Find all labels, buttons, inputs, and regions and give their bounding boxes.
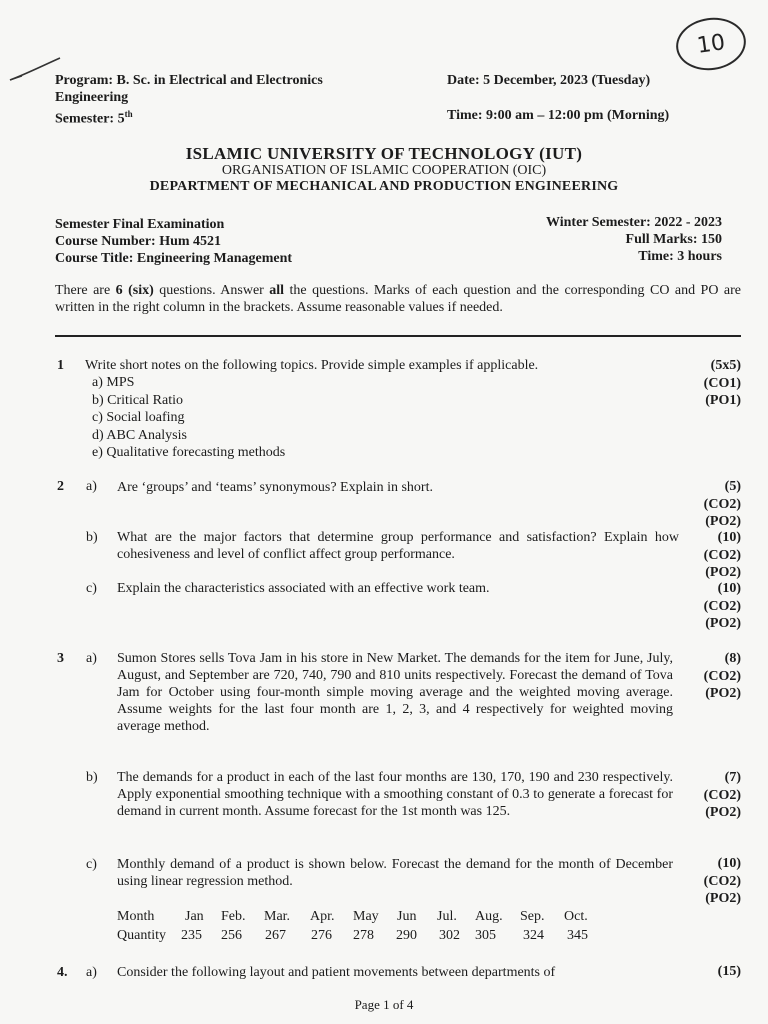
table-cell: Apr. [310,909,335,924]
marks-value: (5) [724,479,741,494]
table-cell: 267 [265,928,286,943]
course-title: Course Title: Engineering Management [55,251,293,266]
divider [55,335,741,337]
q2c-marks [704,580,741,633]
table-cell: 324 [523,928,544,943]
instructions-text-2: questions. Answer [153,283,270,298]
q3a-marks [704,650,741,703]
semester-sup: th [124,109,133,119]
q1-marks [704,357,741,410]
co-value: (CO1) [703,375,741,391]
q2c-label: c) [86,581,97,596]
po-value: (PO2) [705,565,741,580]
handwritten-number: 10 [673,13,750,74]
marks-value: (10) [717,856,741,871]
q1-topic: d) ABC Analysis [92,427,187,443]
table-cell: 290 [396,928,417,943]
q1-topic: e) Qualitative forecasting methods [92,445,286,460]
instructions-text-1: There are [55,283,116,298]
table-cell: Mar. [264,909,291,924]
table-cell: Jan [185,909,204,924]
po-value: (PO1) [705,393,741,408]
table-cell: Oct. [564,909,588,924]
q2a-marks [704,478,741,531]
organisation-name: ORGANISATION OF ISLAMIC COOPERATION (OIC) [221,163,547,178]
program-line: Program: B. Sc. in Electrical and Electronics [55,73,323,88]
q3a-label: a) [86,651,97,666]
q3a-text: Sumon Stores sells Tova Jam in his store in New Market. The demands for the item for June, July, August, and September are 720, 740, 790 and 810 units respectively. Forecast the demand of Tova Jam for October using four-month simple moving average and the weighted moving average. Assume weights for the last four month are 1, 2, 3, and 4 respectively for weighted moving average method. [117,651,673,734]
marks-value: (5x5) [710,358,741,373]
table-cell: Sep. [520,909,545,924]
department-name: DEPARTMENT OF MECHANICAL AND PRODUCTION ENGINEERING [149,179,619,194]
exam-time: Time: 9:00 am – 12:00 pm (Morning) [447,108,670,123]
row-label-quantity: Quantity [117,928,166,943]
co-value: (CO2) [703,496,741,512]
q3b-text: The demands for a product in each of the last four months are 130, 170, 190 and 230 respectively. Apply exponential smoothing technique with a smoothing constant of 0.3 to generate a forecast for demand in current month. Assume forecast for the 1st month was 125. [117,770,673,819]
exam-duration: Time: 3 hours [638,249,722,264]
po-value: (PO2) [705,616,741,631]
q2c-text: Explain the characteristics associated with an effective work team. [117,581,490,596]
q1-topic-list [92,374,285,462]
table-cell: 345 [567,928,588,943]
row-label-month: Month [117,909,155,924]
table-cell: 256 [221,928,242,943]
page-number: Page 1 of 4 [354,997,414,1012]
q3c-marks [704,855,741,908]
q4a-text: Consider the following layout and patient movements between departments of [117,965,556,980]
co-value: (CO2) [703,598,741,614]
co-value: (CO2) [703,547,741,563]
instructions [55,282,741,316]
marks-value: (7) [724,770,741,785]
table-cell: 278 [353,928,374,943]
university-name: ISLAMIC UNIVERSITY OF TECHNOLOGY (IUT) [185,144,583,163]
q3-number: 3 [57,651,64,666]
instructions-text-3: the questions. Marks of each question and the corresponding CO and PO are written in the right column in the brackets. Assume reasonable values if needed. [55,283,741,315]
question-count: 6 (six) [115,283,154,298]
table-cell: 235 [181,928,202,943]
full-marks: Full Marks: 150 [625,232,722,247]
table-cell: Aug. [475,909,503,924]
q3b-marks [704,769,741,822]
co-value: (CO2) [703,787,741,803]
exam-info [546,214,722,265]
q3c-label: c) [86,857,97,872]
table-cell: 305 [475,928,496,943]
program-line-cont: Engineering [55,90,129,105]
marks-value: (8) [724,651,741,666]
co-value: (CO2) [703,873,741,889]
table-cell: Jul. [437,909,457,924]
course-number: Course Number: Hum 4521 [55,234,222,249]
instructions-all: all [269,283,285,298]
program-block [55,72,435,128]
marks-value: (10) [717,581,741,596]
exam-type: Semester Final Examination [55,217,225,232]
q1-topic: c) Social loafing [92,410,185,425]
po-value: (PO2) [705,891,741,906]
q2a-text: Are ‘groups’ and ‘teams’ synonymous? Explain in short. [117,480,433,495]
q1-number: 1 [57,358,64,373]
q2b-label: b) [86,530,98,545]
q4a-marks [718,963,741,981]
q2a-label: a) [86,479,97,494]
table-cell: Jun [397,909,417,924]
marks-value: (15) [717,964,741,979]
exam-date: Date: 5 December, 2023 (Tuesday) [447,73,651,88]
q3c-text: Monthly demand of a product is shown below. Forecast the demand for the month of December using linear regression method. [117,857,673,889]
table-cell: 276 [311,928,332,943]
co-value: (CO2) [703,668,741,684]
exam-session: Winter Semester: 2022 - 2023 [546,215,722,230]
table-cell: May [353,909,379,924]
q3b-label: b) [86,770,98,785]
q1-topic: b) Critical Ratio [92,392,183,408]
course-info [55,216,292,267]
q4-number: 4. [57,965,68,980]
q2-number: 2 [57,479,64,494]
po-value: (PO2) [705,805,741,820]
marks-value: (10) [717,530,741,545]
q2b-text: What are the major factors that determine group performance and satisfaction? Explain how cohesiveness and level of conflict affect group performance. [117,530,679,562]
q2b-marks [704,529,741,582]
po-value: (PO2) [705,686,741,701]
semester-line [55,106,435,128]
q4a-label: a) [86,965,97,980]
po-value: (PO2) [705,514,741,529]
table-cell: Feb. [221,909,246,924]
q1-text: Write short notes on the following topics. Provide simple examples if applicable. [85,358,539,373]
semester-text: Semester: 5 [55,111,125,127]
table-cell: 302 [439,928,460,943]
q1-topic: a) MPS [92,375,135,390]
